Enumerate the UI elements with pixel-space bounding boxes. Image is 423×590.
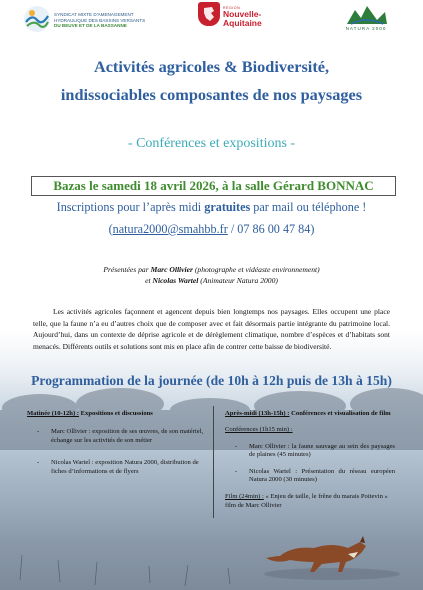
logo-left-line-3: DU BEUVE ET DE LA BASSANNE: [54, 23, 127, 29]
inscription-before: Inscriptions pour l’après midi: [56, 200, 205, 214]
film-text: « Enjeu de taille, le frêne du marais Poitevin » film de Marc Ollivier: [225, 493, 388, 509]
morning-item-1: - Marc Ollivier : exposition de ses œuvres, de son matériel, échange sur les activités de son métier: [27, 428, 209, 445]
presenter-line-1: [0, 264, 423, 275]
program-title: Programmation de la journée (de 10h à 12h puis de 13h à 15h): [31, 373, 392, 388]
presenter-1-name: Marc Ollivier: [150, 265, 193, 274]
logo-left-line-2: HYDRAULIQUE DES BASSINS VERSANTS: [54, 17, 146, 23]
natura-2000-logo-text: NATURA 2000: [345, 26, 387, 31]
morning-heading: [27, 410, 209, 418]
logo-region-name-2: Aquitaine: [223, 18, 262, 28]
afternoon-column: [225, 410, 395, 510]
natura-2000-logo: [343, 2, 389, 34]
region-lion-icon: [198, 2, 220, 26]
afternoon-label: Après-midi (13h-15h) :: [225, 410, 290, 417]
inscription-line: [0, 200, 423, 215]
presenter-prefix: Présentées par: [103, 265, 151, 274]
contact-line: [0, 222, 423, 237]
river-basin-logo-icon: [22, 4, 52, 34]
inscription-after: par mail ou téléphone !: [250, 200, 367, 214]
inscription-free: gratuites: [204, 200, 251, 214]
natura-2000-emblem-icon: [343, 2, 389, 26]
event-date-box: Bazas le samedi 18 avril 2026, à la salle Gérard BONNAC: [31, 176, 396, 196]
title-line-1: Activités agricoles & Biodiversité,: [93, 57, 330, 76]
intro-paragraph: Les activités agricoles façonnent et agencent depuis bien longtemps nos paysages. Elles occupent une place telle, que la faune n’a eu d’autres choix que de composer avec et fait désormais partie intégrante du patrimoine local. Aujourd’hui, dans un contexte de déprise agricole et de dérèglement climatique, nombre d’espèces et d’habitats sont menacés. Différents outils et solutions sont mis en place afin de contrer cette baisse de biodiversité.: [33, 307, 390, 351]
presenters-block: [0, 264, 423, 286]
afternoon-title: Conférences et visualisation de film: [289, 410, 391, 417]
presenter-line-2: [0, 275, 423, 286]
nouvelle-aquitaine-logo: [196, 2, 266, 36]
morning-column: [27, 410, 209, 476]
morning-title: Expositions et discussions: [79, 410, 153, 417]
morning-label: Matinée (10-12h) :: [27, 410, 80, 417]
logo-region-label: RÉGION: [223, 6, 241, 10]
morning-item-2: - Nicolas Wartel : exposition Natura 2000, distribution de fiches d’informations et de flyers: [27, 459, 209, 476]
presenter-2-role: (Animateur Natura 2000): [198, 276, 278, 285]
presenter-and: et: [145, 276, 153, 285]
film-label: Film (24min) :: [225, 493, 264, 501]
contact-phone: / 07 86 00 47 84): [227, 222, 315, 236]
title-line-2: indissociables composantes de nos paysages: [60, 85, 363, 104]
presenter-2-name: Nicolas Wartel: [152, 276, 199, 285]
logo-region-name-1: Nouvelle-: [223, 9, 262, 19]
presenter-1-role: (photographe et vidéaste environnement): [192, 265, 320, 274]
afternoon-item-2: - Nicolas Wartel : Présentation du réseau européen Natura 2000 (30 minutes): [225, 468, 395, 485]
contact-open-paren: (: [108, 222, 113, 236]
afternoon-item-1: - Marc Ollivier : la faune sauvage au sein des paysages de plaines (45 minutes): [225, 443, 395, 460]
conferences-label: Conférences (1h15 min) :: [225, 426, 293, 434]
film-line: [225, 493, 395, 510]
afternoon-heading: [225, 410, 395, 418]
subtitle: - Conférences et expositions -: [127, 136, 296, 151]
smbbb-logo: [22, 4, 162, 40]
column-divider: [213, 406, 214, 518]
fox-illustration: [262, 512, 402, 582]
logo-left-line-1: SYNDICAT MIXTE D'AMENAGEMENT: [54, 12, 134, 17]
contact-email-link[interactable]: natura2000@smahbb.fr: [112, 222, 228, 236]
